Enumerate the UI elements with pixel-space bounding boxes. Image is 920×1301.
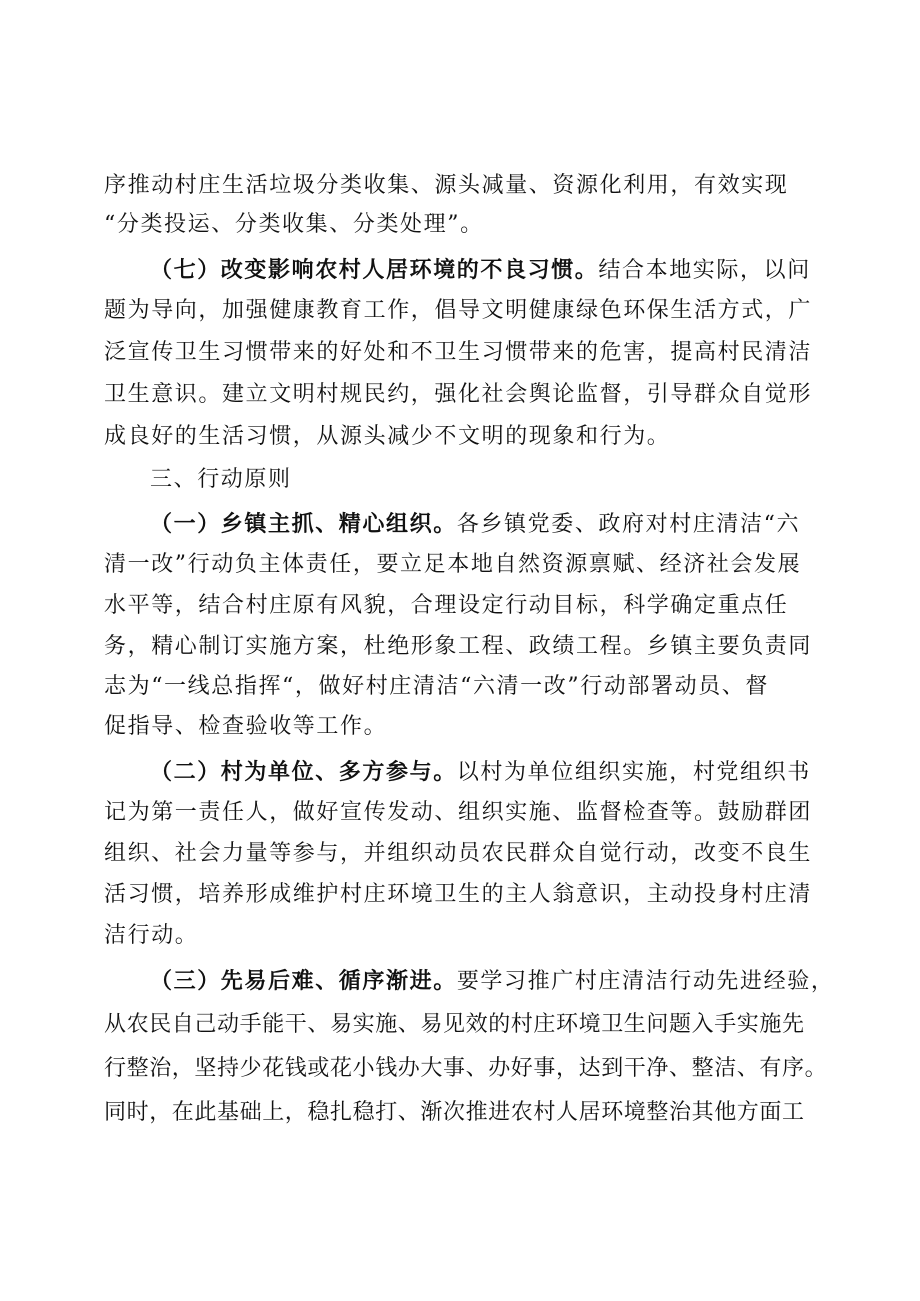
para3-line3: 水平等，结合村庄原有风貌，合理设定行动目标，科学确定重点任 [104, 593, 789, 618]
para2-line1-rest: 结合本地实际，以问 [598, 258, 811, 283]
para2-bold-lead: （七）改变影响农村人居环境的不良习惯。 [150, 257, 599, 283]
para1-line1: 序推动村庄生活垃圾分类收集、源头减量、资源化利用，有效实现 [104, 173, 789, 198]
para4-line1-rest: 以村为单位组织实施，村党组织书 [456, 760, 811, 785]
para4-line5: 洁行动。 [104, 923, 199, 948]
para1-line2: “分类投运、分类收集、分类处理”。 [104, 212, 484, 237]
para4-line2: 记为第一责任人，做好宣传发动、组织实施、监督检查等。鼓励群团 [104, 800, 813, 825]
para3-line1 [150, 509, 800, 540]
para5-bold-lead: （三）先易后难、循序渐进。 [150, 968, 457, 994]
para2-line4: 卫生意识。建立文明村规民约，强化社会舆论监督，引导群众自觉形 [104, 382, 813, 407]
para2-line5: 成良好的生活习惯，从源头减少不文明的现象和行为。 [104, 424, 671, 449]
para4-line1 [150, 757, 811, 788]
para5-line1 [150, 966, 834, 997]
para4-line3: 组织、社会力量等参与，并组织动员农民群众自觉行动，改变不良生 [104, 841, 813, 866]
para5-line2: 从农民自己动手能干、易实施、易见效的村庄环境卫生问题入手实施先 [104, 1012, 805, 1037]
para3-line4: 务，精心制订实施方案，杜绝形象工程、政绩工程。乡镇主要负责同 [104, 634, 813, 659]
para2-line3: 泛宣传卫生习惯带来的好处和不卫生习惯带来的危害，提高村民清洁 [104, 340, 813, 365]
para3-line6: 促指导、检查验收等工作。 [104, 714, 388, 739]
para4-bold-lead: （二）村为单位、多方参与。 [150, 759, 457, 785]
para3-line1-rest: 各乡镇党委、政府对村庄清洁“六 [456, 512, 801, 537]
para3-line5: 志为“一线总指挥“，做好村庄清洁“六清一改”行动部署动员、督 [104, 674, 769, 699]
para4-line4: 活习惯，培养形成维护村庄环境卫生的主人翁意识，主动投身村庄清 [104, 882, 813, 907]
para3-line2: 清一改”行动负主体责任，要立足本地自然资源禀赋、经济社会发展 [104, 552, 802, 577]
para5-line3: 行整治，坚持少花钱或花小钱办大事、办好事，达到干净、整洁、有序。 [104, 1056, 828, 1081]
para2-line2: 题为导向，加强健康教育工作，倡导文明健康绿色环保生活方式，广 [104, 298, 813, 323]
para5-line1-rest: 要学习推广村庄清洁行动先进经验， [456, 969, 835, 994]
para5-line4: 同时，在此基础上，稳扎稳打、渐次推进农村人居环境整治其他方面工 [104, 1100, 805, 1125]
section-heading: 三、行动原则 [150, 467, 292, 492]
para2-line1 [150, 255, 811, 286]
para3-bold-lead: （一）乡镇主抓、精心组织。 [150, 511, 457, 537]
